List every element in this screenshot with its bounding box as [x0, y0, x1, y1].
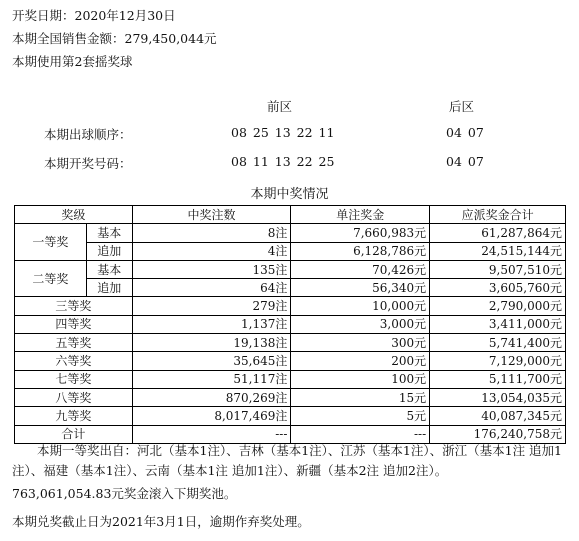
first-basic-count: 8注	[132, 224, 291, 242]
prize-cell: 10,000元	[291, 297, 430, 315]
table-row	[15, 315, 566, 333]
total-cell: 5,111,700元	[430, 370, 566, 388]
second-prize-label: 二等奖	[15, 260, 87, 297]
second-extra-total: 3,605,760元	[430, 279, 566, 297]
total-cell: 40,087,345元	[430, 407, 566, 425]
winning-numbers-back: 04 07	[446, 154, 484, 169]
prize-cell: 200元	[291, 352, 430, 370]
level-cell: 六等奖	[15, 352, 133, 370]
total-cell: 7,129,000元	[430, 352, 566, 370]
prize-cell: 100元	[291, 370, 430, 388]
prize-table	[14, 205, 566, 444]
first-prize-label: 一等奖	[15, 224, 87, 261]
level-cell: 四等奖	[15, 315, 133, 333]
table-row	[15, 407, 566, 425]
table-row	[15, 370, 566, 388]
sum-prize: ---	[291, 425, 430, 443]
first-extra-prize: 6,128,786元	[291, 242, 430, 260]
level-cell: 七等奖	[15, 370, 133, 388]
winning-numbers-label: 本期开奖号码：	[44, 156, 132, 171]
table-row	[15, 297, 566, 315]
table-row	[15, 224, 566, 242]
total-cell: 3,411,000元	[430, 315, 566, 333]
winning-numbers-front: 08 11 13 22 25	[231, 154, 335, 169]
first-basic-total: 61,287,864元	[430, 224, 566, 242]
header-level: 奖级	[15, 206, 133, 224]
second-extra-sub: 追加	[86, 279, 132, 297]
level-cell: 五等奖	[15, 334, 133, 352]
draw-order-label: 本期出球顺序：	[44, 127, 132, 142]
front-zone-label: 前区	[267, 99, 293, 114]
prize-cell: 300元	[291, 334, 430, 352]
prize-cell: 5元	[291, 407, 430, 425]
total-cell: 5,741,400元	[430, 334, 566, 352]
first-prize-origin: 本期一等奖出自：河北（基本1注）、吉林（基本1注）、江苏（基本1注）、浙江（基本1注 追加1注）、福建（基本1注）、云南（基本1注 追加1注）、新疆（基本2注 追加2注）。	[12, 443, 562, 478]
header-count: 中奖注数	[132, 206, 291, 224]
first-basic-prize: 7,660,983元	[291, 224, 430, 242]
table-header-row	[15, 206, 566, 224]
draw-order-back: 04 07	[446, 125, 484, 140]
header-total: 应派奖金合计	[430, 206, 566, 224]
count-cell: 19,138注	[132, 334, 291, 352]
count-cell: 279注	[132, 297, 291, 315]
back-zone-label: 后区	[449, 99, 475, 114]
sales-amount: 本期全国销售金额：279,450,044元	[12, 31, 217, 46]
draw-date: 开奖日期：2020年12月30日	[12, 8, 176, 23]
table-row	[15, 388, 566, 406]
table-row	[15, 260, 566, 278]
claim-deadline: 本期兑奖截止日为2021年3月1日，逾期作弃奖处理。	[12, 514, 310, 529]
second-extra-count: 64注	[132, 279, 291, 297]
second-basic-prize: 70,426元	[291, 260, 430, 278]
ball-set: 本期使用第2套摇奖球	[12, 54, 133, 69]
level-cell: 八等奖	[15, 388, 133, 406]
first-extra-total: 24,515,144元	[430, 242, 566, 260]
second-basic-total: 9,507,510元	[430, 260, 566, 278]
level-cell: 三等奖	[15, 297, 133, 315]
table-row	[15, 242, 566, 260]
total-cell: 2,790,000元	[430, 297, 566, 315]
first-extra-sub: 追加	[86, 242, 132, 260]
jackpot-rollover: 763,061,054.83元奖金滚入下期奖池。	[12, 486, 237, 501]
total-cell: 13,054,035元	[430, 388, 566, 406]
count-cell: 51,117注	[132, 370, 291, 388]
table-row	[15, 334, 566, 352]
table-row	[15, 352, 566, 370]
count-cell: 1,137注	[132, 315, 291, 333]
count-cell: 870,269注	[132, 388, 291, 406]
first-extra-count: 4注	[132, 242, 291, 260]
second-basic-sub: 基本	[86, 260, 132, 278]
first-basic-sub: 基本	[86, 224, 132, 242]
count-cell: 35,645注	[132, 352, 291, 370]
second-basic-count: 135注	[132, 260, 291, 278]
draw-order-front: 08 25 13 22 11	[231, 125, 335, 140]
count-cell: 8,017,469注	[132, 407, 291, 425]
prize-cell: 3,000元	[291, 315, 430, 333]
sum-total: 176,240,758元	[430, 425, 566, 443]
table-title: 本期中奖情况	[250, 187, 329, 202]
header-prize: 单注奖金	[291, 206, 430, 224]
sum-count: ---	[132, 425, 291, 443]
prize-cell: 15元	[291, 388, 430, 406]
second-extra-prize: 56,340元	[291, 279, 430, 297]
level-cell: 九等奖	[15, 407, 133, 425]
table-row	[15, 279, 566, 297]
sum-label: 合计	[15, 425, 133, 443]
